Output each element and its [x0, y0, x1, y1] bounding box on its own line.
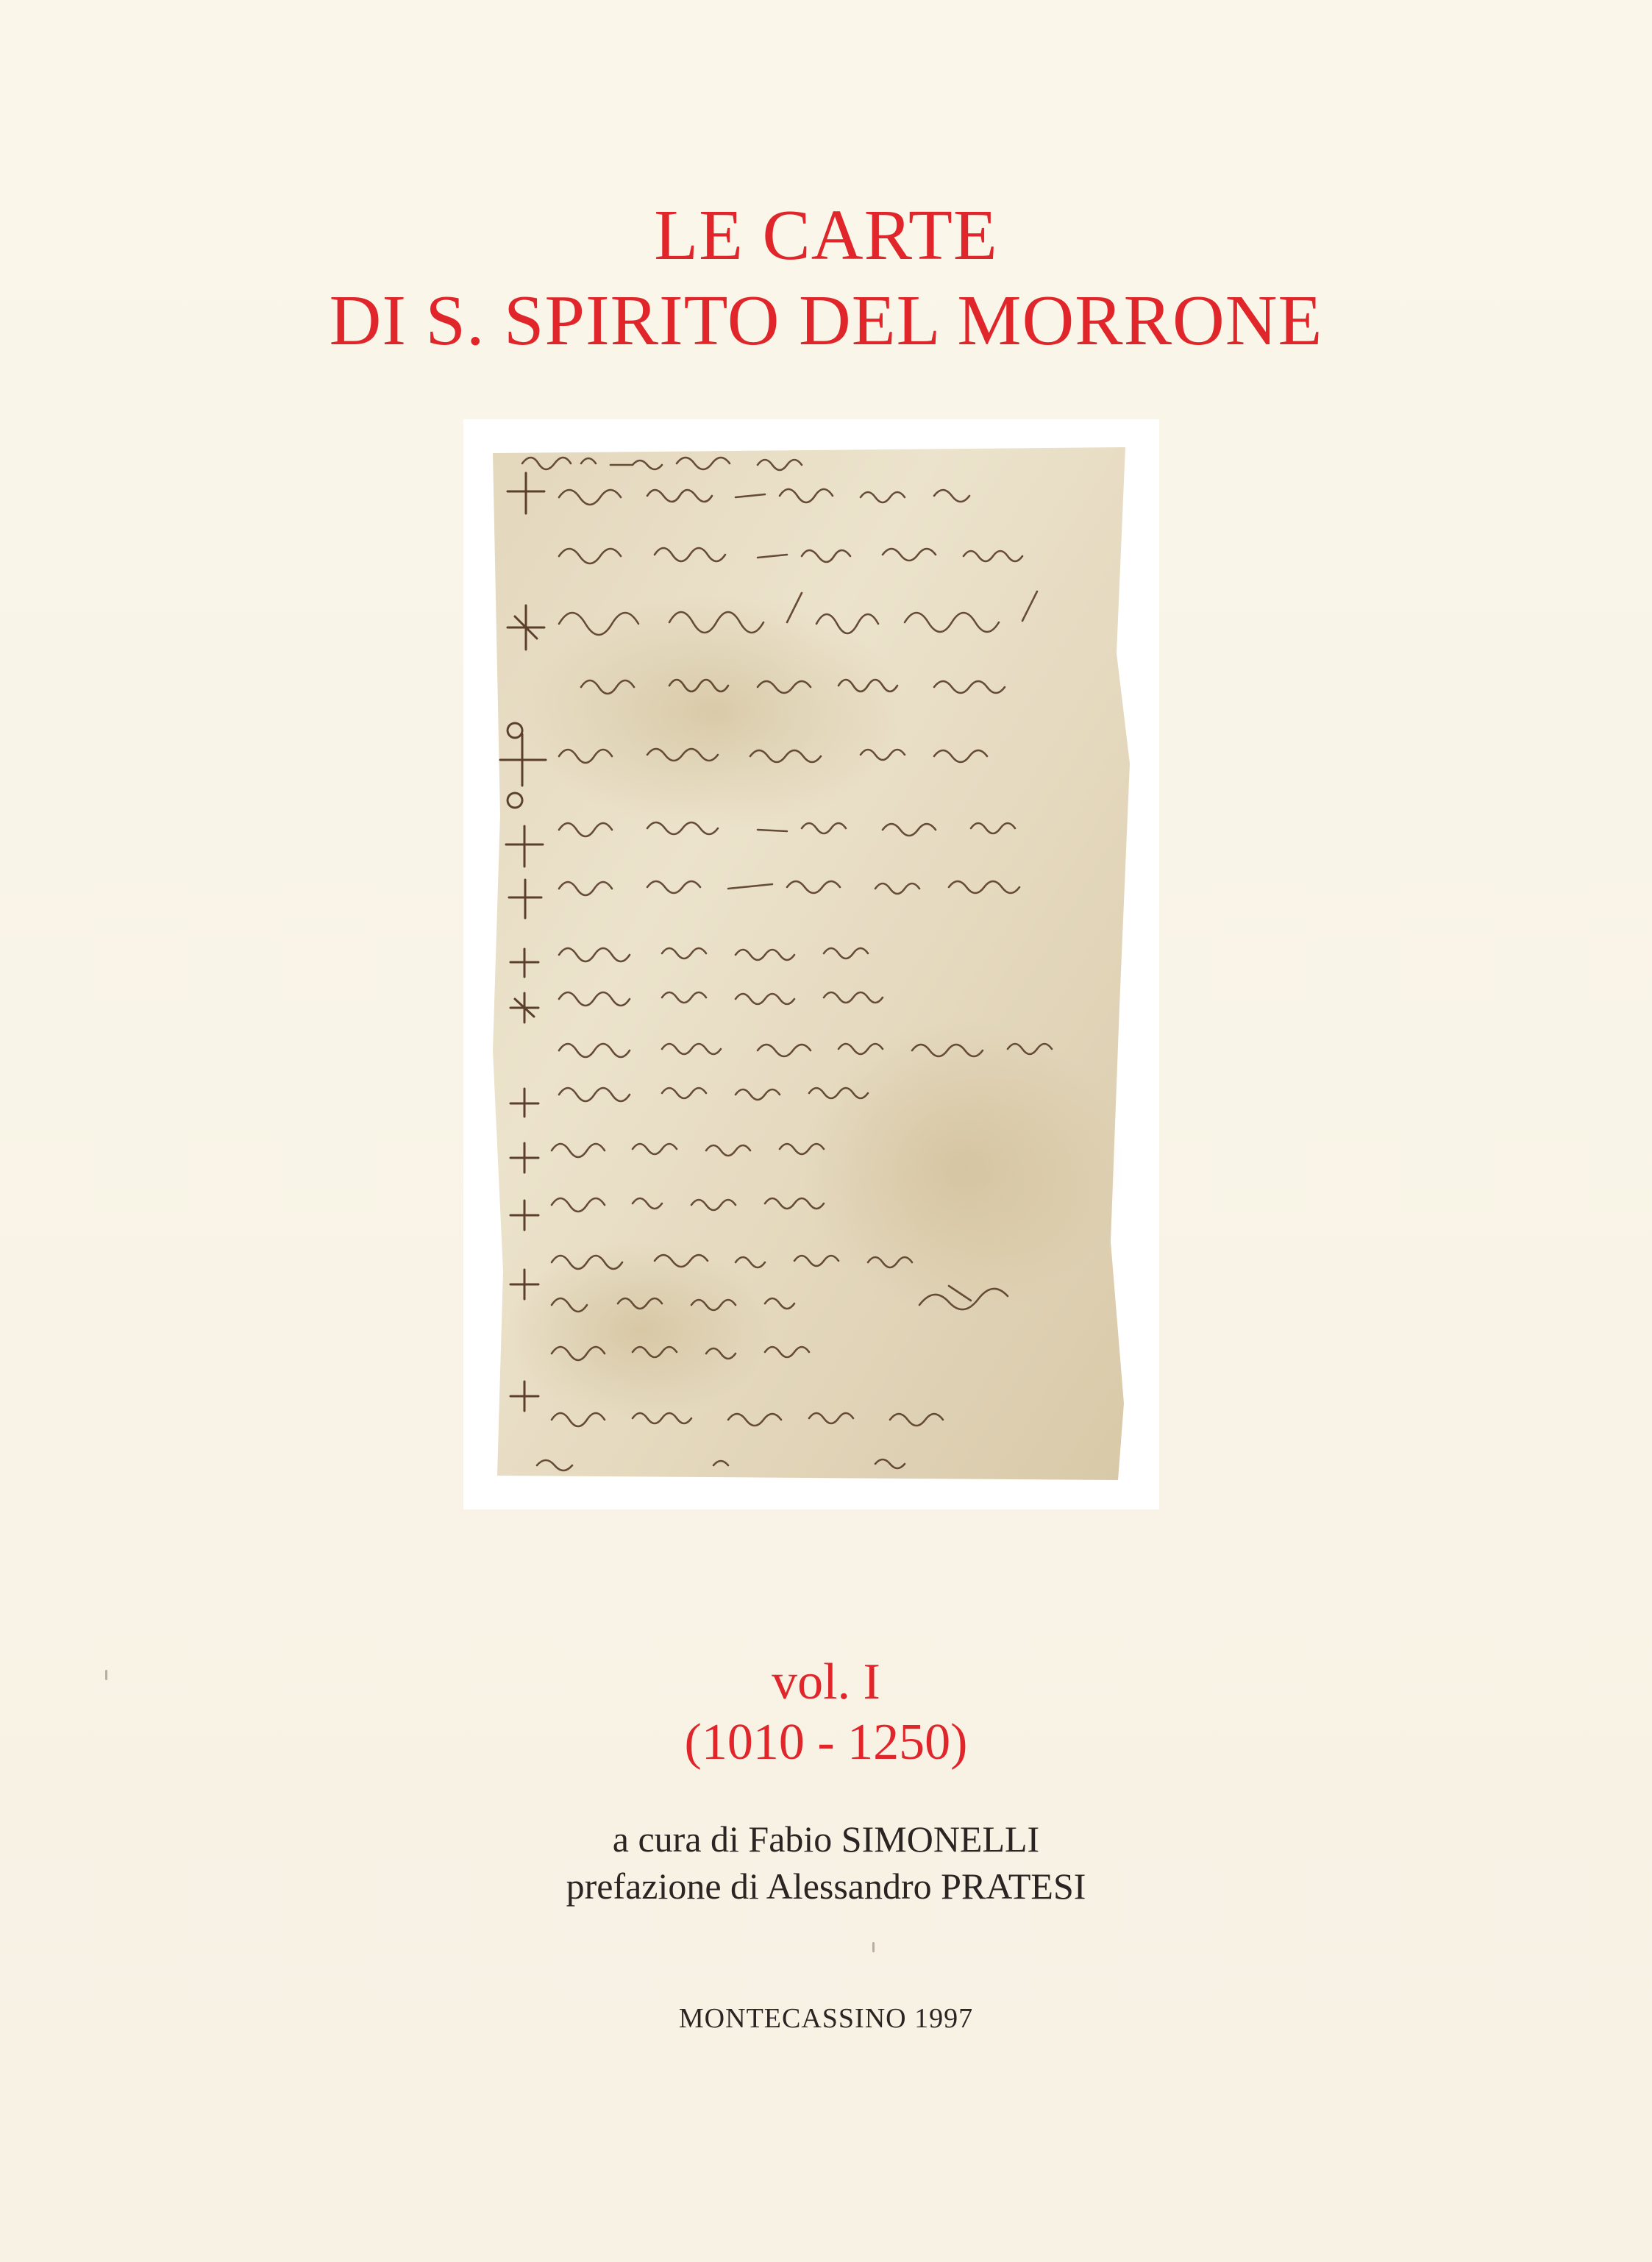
editor-line: a cura di Fabio SIMONELLI [612, 1818, 1040, 1860]
manuscript-illustration [493, 447, 1130, 1480]
credits [0, 1815, 1652, 1910]
volume-info [0, 1652, 1652, 1773]
preface-line: prefazione di Alessandro PRATESI [566, 1866, 1086, 1907]
volume-period: (1010 - 1250) [684, 1714, 968, 1771]
title-line-2: DI S. SPIRITO DEL MORRONE [329, 281, 1323, 360]
cover-title [0, 193, 1652, 363]
paper-speck [105, 1670, 107, 1680]
paper-speck [872, 1942, 875, 1952]
manuscript-image [493, 447, 1130, 1480]
publisher-line: MONTECASSINO 1997 [678, 2003, 974, 2034]
volume-number: vol. I [772, 1654, 880, 1710]
title-line-1: LE CARTE [654, 196, 998, 275]
